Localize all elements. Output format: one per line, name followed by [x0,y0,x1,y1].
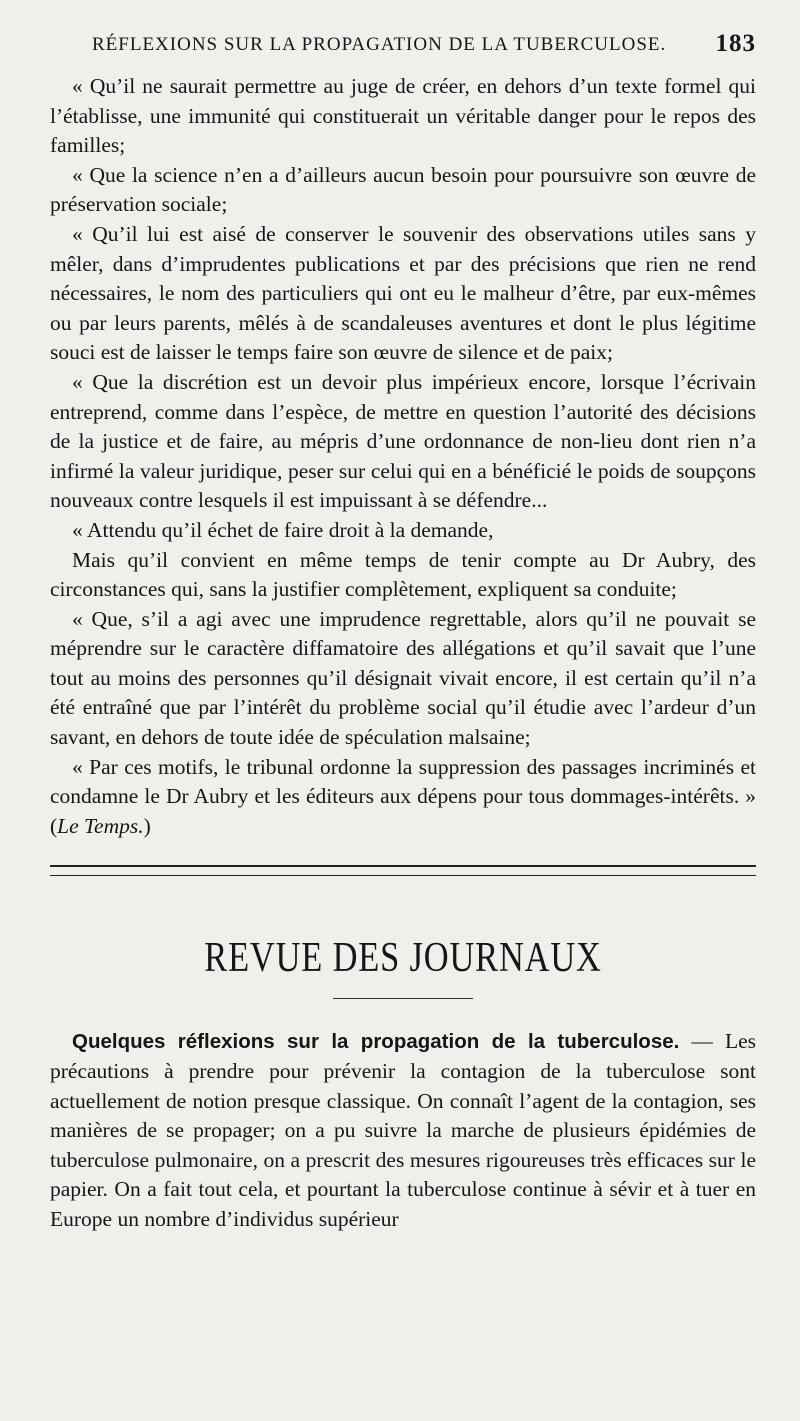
judgment-paragraph: « Qu’il lui est aisé de conserver le souvenir des observations utiles sans y mêler, dans d’imprudentes publications et par des précisions que rien ne rend nécessaires, le nom des particuliers qui ont eu le malheur d’être, par eux-mêmes ou par leurs parents, mêlés à de scandaleuses aventures et dont le plus légitime souci est de laisser le temps faire son œuvre de silence et de paix; [50,221,756,365]
page-number: 183 [715,30,756,57]
judgment-paragraph: Mais qu’il convient en même temps de tenir compte au Dr Aubry, des circonstances qui, sans la justifier complètement, expliquent sa conduite; [50,547,756,602]
article [50,1027,756,1234]
judgment-paragraph: « Que la science n’en a d’ailleurs aucun besoin pour poursuivre son œuvre de préservation sociale; [50,162,756,217]
judgment-paragraph: « Que la discrétion est un devoir plus impérieux encore, lorsque l’écrivain entreprend, comme dans l’espèce, de mettre en question l’autorité des décisions de la justice et de faire, au mépris d’une ordonnance de non-lieu dont rien n’a infirmé la valeur juridique, peser sur celui qui en a bénéficié le poids de soupçons nouveaux contre lesquels il est impuissant à se défendre... [50,369,756,513]
judgment-final-text: « Par ces motifs, le tribunal ordonne la suppression des passages incriminés et condamne le Dr Aubry et les éditeurs aux dépens pour tous dommages-intérêts. » ( [50,754,756,838]
running-header [50,30,756,72]
article-paragraph [50,1027,756,1234]
judgment-quotation [50,72,756,841]
article-body: — Les précautions à prendre pour prévenir la contagion de la tuberculose sont actuellement de notion presque classique. On connaît l’agent de la contagion, ses manières de se propager; on a pu suivre la marche de plusieurs épidémies de tuberculose pulmonaire, on a prescrit des mesures rigoureuses très efficaces sur le papier. On a fait tout cela, et pourtant la tuberculose continue à sévir et à tuer en Europe un nombre d’individus supérieur [50,1029,757,1231]
judgment-paragraph: « Qu’il ne saurait permettre au juge de créer, en dehors d’un texte formel qui l’établisse, une immunité qui constituerait un véritable danger pour le repos des familles; [50,74,756,158]
section-title: REVUE DES JOURNAUX [204,935,602,982]
judgment-paragraph: « Que, s’il a agi avec une imprudence regrettable, alors qu’il ne pouvait se méprendre sur le caractère diffamatoire des allégations et qu’il savait que l’une tout au moins des personnes qu’il désignait vivait encore, il est certain qu’il n’a été entraîné que par l’intérêt du problème social qu’il étudie avec l’ardeur d’un savant, en dehors de toute idée de spéculation malsaine; [50,606,756,750]
section-divider [50,865,756,876]
source-citation-close: ) [143,813,151,838]
title-underline [333,998,473,999]
judgment-paragraph: « Attendu qu’il échet de faire droit à la demande, [72,517,494,542]
running-title: RÉFLEXIONS SUR LA PROPAGATION DE LA TUBERCULOSE. [92,34,667,55]
article-heading: Quelques réflexions sur la propagation de la tuberculose. [72,1030,680,1054]
source-citation: Le Temps. [57,813,144,838]
judgment-final-paragraph [50,753,756,842]
